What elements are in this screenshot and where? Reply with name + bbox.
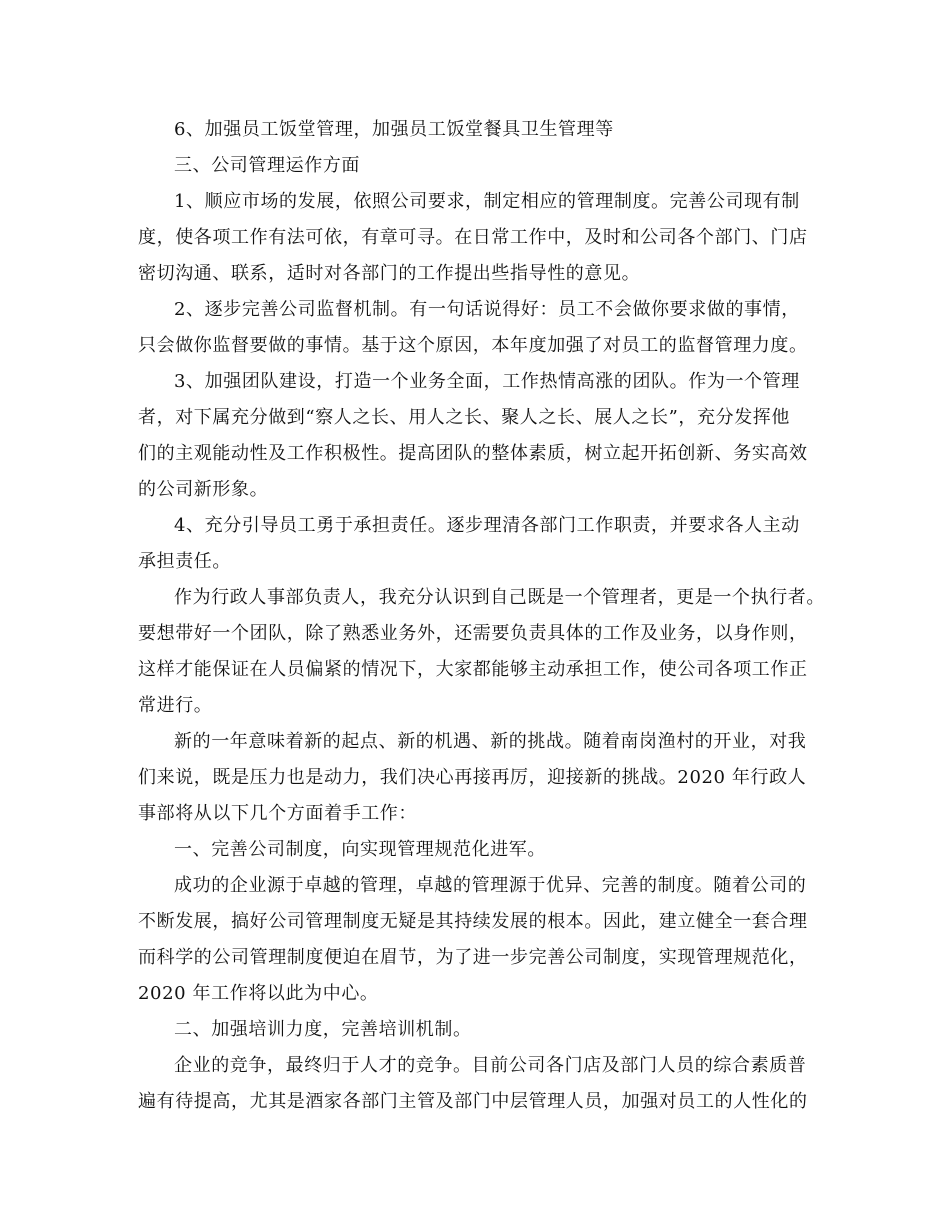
paragraph-line: 遍有待提高，尤其是酒家各部门主管及部门中层管理人员，加强对员工的人性化的 [138,1091,808,1112]
paragraph-line: 这样才能保证在人员偏紧的情况下，大家都能够主动承担工作，使公司各项工作正 [138,659,808,680]
paragraph-line: 们的主观能动性及工作积极性。提高团队的整体素质，树立起开拓创新、务实高效 [138,443,808,464]
paragraph-line: 新的一年意味着新的起点、新的机遇、新的挑战。随着南岗渔村的开业，对我 [174,731,807,752]
paragraph-line: 成功的企业源于卓越的管理，卓越的管理源于优异、完善的制度。随着公司的 [174,875,807,896]
paragraph-line: 常进行。 [138,695,213,716]
paragraph-line: 4、充分引导员工勇于承担责任。逐步理清各部门工作职责，并要求各人主动 [174,515,800,536]
paragraph-line: 事部将从以下几个方面着手工作： [138,803,417,824]
paragraph-line: 3、加强团队建设，打造一个业务全面，工作热情高涨的团队。作为一个管理 [174,371,800,392]
paragraph-line: 而科学的公司管理制度便迫在眉节，为了进一步完善公司制度，实现管理规范化， [138,947,808,968]
paragraph-line: 2020 年工作将以此为中心。 [138,983,379,1004]
paragraph-line: 企业的竞争，最终归于人才的竞争。目前公司各门店及部门人员的综合素质普 [174,1055,807,1076]
paragraph-line: 6、加强员工饭堂管理，加强员工饭堂餐具卫生管理等 [174,119,614,140]
document-body [138,112,825,1120]
paragraph-line: 度，使各项工作有法可依，有章可寻。在日常工作中，及时和公司各个部门、门店 [138,227,808,248]
section-heading: 二、加强培训力度，完善培训机制。 [174,1019,472,1040]
section-heading: 一、完善公司制度，向实现管理规范化进军。 [174,839,546,860]
paragraph-line: 密切沟通、联系，适时对各部门的工作提出些指导性的意见。 [138,263,641,284]
paragraph-line: 的公司新形象。 [138,479,269,500]
paragraph-line: 1、顺应市场的发展，依照公司要求，制定相应的管理制度。完善公司现有制 [174,191,800,212]
paragraph-line: 要想带好一个团队，除了熟悉业务外，还需要负责具体的工作及业务，以身作则， [138,623,808,644]
paragraph-line: 2、逐步完善公司监督机制。有一句话说得好：员工不会做你要求做的事情， [174,299,800,320]
paragraph-line: 承担责任。 [138,551,231,572]
paragraph-line: 不断发展，搞好公司管理制度无疑是其持续发展的根本。因此，建立健全一套合理 [138,911,808,932]
paragraph-line: 者，对下属充分做到“察人之长、用人之长、聚人之长、展人之长”，充分发挥他 [138,407,791,428]
paragraph-line: 只会做你监督要做的事情。基于这个原因，本年度加强了对员工的监督管理力度。 [138,335,808,356]
paragraph-line: 作为行政人事部负责人，我充分认识到自己既是一个管理者，更是一个执行者。 [174,587,825,608]
paragraph-line: 们来说，既是压力也是动力，我们决心再接再厉，迎接新的挑战。2020 年行政人 [138,767,807,788]
section-heading: 三、公司管理运作方面 [174,155,360,176]
